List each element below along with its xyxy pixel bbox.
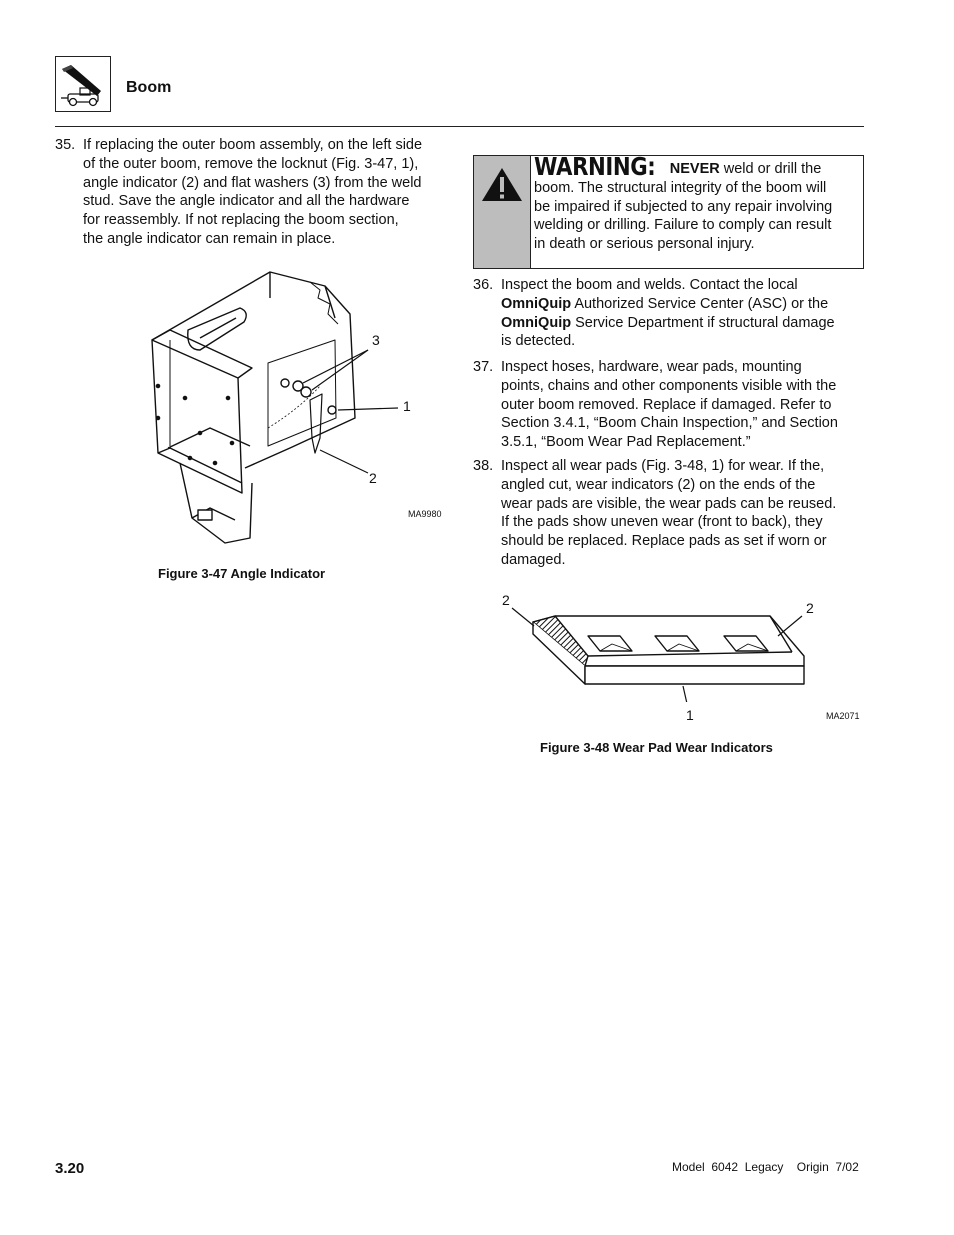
step-line: Inspect all wear pads (Fig. 3-48, 1) for wear. If the, xyxy=(501,458,825,474)
step-line: the angle indicator can remain in place. xyxy=(83,230,336,247)
warning-line-rest: weld or drill the xyxy=(719,161,822,177)
step-line: damaged. xyxy=(501,551,566,568)
warning-word: WARNING: xyxy=(534,152,656,181)
step-line: If replacing the outer boom assembly, on the left side xyxy=(83,137,423,153)
section-title: Boom xyxy=(126,79,172,96)
step-number: 36. xyxy=(473,277,494,293)
step-line: Section 3.4.1, “Boom Chain Inspection,” and Section xyxy=(501,415,838,432)
step-number: 35. xyxy=(55,137,76,153)
step-line: of the outer boom, remove the locknut (Fig. 3-47, 1), xyxy=(83,155,419,172)
step-line: angled cut, wear indicators (2) on the ends of the xyxy=(501,476,816,493)
figure-caption: Figure 3-48 Wear Pad Wear Indicators xyxy=(540,740,773,755)
warning-first-line xyxy=(534,152,858,181)
warning-line: boom. The structural integrity of the boom will xyxy=(534,179,827,196)
step-line: 3.5.1, “Boom Wear Pad Replacement.” xyxy=(501,434,751,451)
step-line-rest: Authorized Service Center (ASC) or the xyxy=(571,295,829,312)
header-rule xyxy=(55,126,864,127)
step-line: angle indicator (2) and flat washers (3) from the weld xyxy=(83,174,422,191)
step-line: is detected. xyxy=(501,333,576,350)
warning-exclamation-icon xyxy=(474,156,530,268)
step-line: stud. Save the angle indicator and all the hardware xyxy=(83,193,410,210)
brand-name: OmniQuip xyxy=(501,295,572,312)
warning-text xyxy=(534,152,858,254)
step-line: outer boom removed. Replace if damaged. Refer to xyxy=(501,396,832,413)
page-number: 3.20 xyxy=(55,1160,85,1177)
step-line xyxy=(501,295,868,314)
figure-code: MA9980 xyxy=(408,509,442,519)
figure-caption: Figure 3-47 Angle Indicator xyxy=(158,566,326,581)
warning-line: in death or serious personal injury. xyxy=(534,236,755,253)
callout-2-right: 2 xyxy=(806,600,814,616)
step-line: wear pads are visible, the wear pads can be reused. xyxy=(501,495,837,512)
step-line: If the pads show uneven wear (front to back), they xyxy=(501,514,823,531)
model-info: Model 6042 Legacy Origin 7/02 xyxy=(672,1160,859,1174)
section-logo xyxy=(55,56,111,112)
callout-1: 1 xyxy=(686,707,694,723)
angle-indicator-illustration xyxy=(140,268,440,553)
callout-2-left: 2 xyxy=(502,592,510,608)
figure-code: MA2071 xyxy=(826,711,860,721)
step-line: Inspect hoses, hardware, wear pads, mounting xyxy=(501,359,802,375)
warning-line: welding or drilling. Failure to comply can result xyxy=(534,217,832,234)
callout-3: 3 xyxy=(372,332,380,348)
step-line-rest: Service Department if structural damage xyxy=(571,314,835,331)
step-37 xyxy=(473,358,868,452)
warning-box xyxy=(473,152,864,269)
step-line: should be replaced. Replace pads as set if worn or xyxy=(501,533,827,550)
step-line: Inspect the boom and welds. Contact the local xyxy=(501,277,798,293)
step-number: 38. xyxy=(473,458,494,474)
step-36 xyxy=(473,276,868,351)
step-35 xyxy=(55,136,445,249)
warning-line: be impaired if subjected to any repair involving xyxy=(534,198,833,215)
step-number: 37. xyxy=(473,359,494,375)
wear-pad-illustration xyxy=(500,592,820,702)
step-line: points, chains and other components visible with the xyxy=(501,377,837,394)
callout-1: 1 xyxy=(403,398,411,414)
brand-name: OmniQuip xyxy=(501,314,572,331)
telehandler-boom-icon xyxy=(56,57,109,110)
warning-icon-panel xyxy=(474,156,531,268)
step-line xyxy=(501,314,868,333)
callout-2: 2 xyxy=(369,470,377,486)
step-38 xyxy=(473,457,868,570)
step-line: for reassembly. If not replacing the boom section, xyxy=(83,212,399,229)
warning-never: NEVER xyxy=(669,161,720,177)
